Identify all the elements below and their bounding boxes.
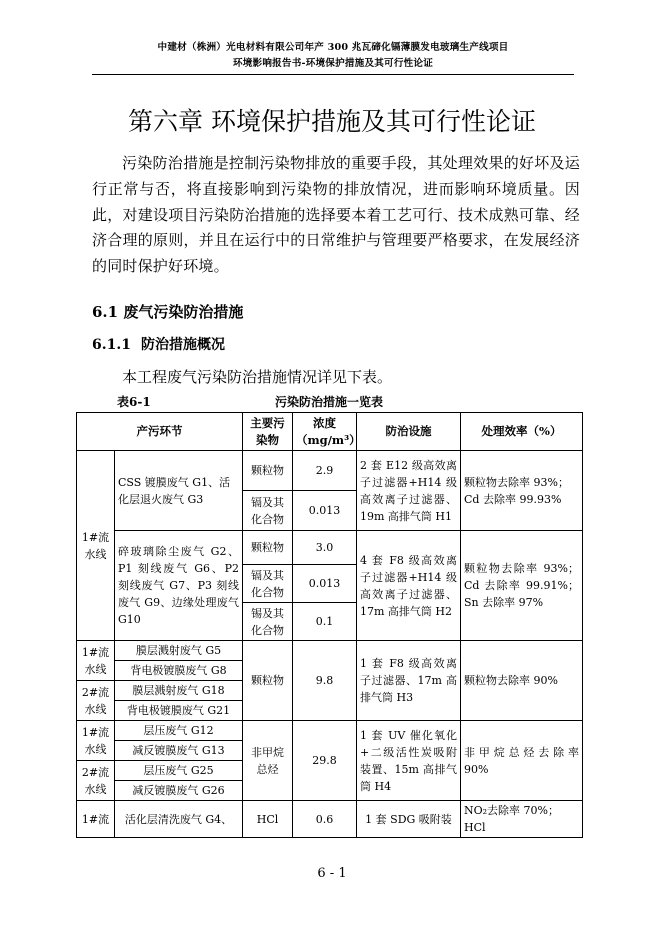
source-cell: CSS 镀膜废气 G1、活化层退火废气 G3 — [115, 451, 243, 531]
table-row — [77, 641, 583, 661]
efficiency-cell: 非甲烷总烃去除率 90% — [461, 721, 583, 801]
source-cell: 层压废气 G25 — [115, 761, 243, 781]
col-header-source: 产污环节 — [77, 413, 243, 451]
source-cell: 层压废气 G12 — [115, 721, 243, 741]
header-line-1: 中建材（株洲）光电材料有限公司年产 300 兆瓦碲化镉薄膜发电玻璃生产线项目 — [157, 42, 509, 53]
header-line-2: 环境影响报告书-环境保护措施及其可行性论证 — [232, 58, 434, 69]
pollutant-cell: 颗粒物 — [243, 451, 293, 491]
line-cell: 1#流水线 — [77, 721, 115, 761]
table-row — [77, 801, 583, 838]
subsection-number: 6.1.1 — [92, 337, 131, 353]
col-header-pollutant: 主要污染物 — [243, 413, 293, 451]
table-caption-title: 污染防治措施一览表 — [275, 395, 384, 409]
concentration-cell: 3.0 — [293, 531, 357, 565]
pollutant-cell: HCl — [243, 801, 293, 838]
pollution-measures-table — [76, 412, 583, 838]
subsection-title: 防治措施概况 — [140, 337, 225, 353]
chapter-title: 第六章 环境保护措施及其可行性论证 — [128, 107, 536, 136]
facility-cell: 4 套 F8 级高效离子过滤器+H14 级高效离子过滤器、17m 高排气筒 H2 — [357, 531, 461, 641]
line-cell: 1#流 — [77, 801, 115, 838]
table-header-row — [77, 413, 583, 451]
source-cell: 膜层溅射废气 G18 — [115, 681, 243, 701]
pollutant-cell: 颗粒物 — [243, 641, 293, 721]
facility-cell: 1 套 UV 催化氧化+二级活性炭吸附装置、15m 高排气筒 H4 — [357, 721, 461, 801]
col-header-efficiency: 处理效率（%） — [461, 413, 583, 451]
concentration-cell: 2.9 — [293, 451, 357, 491]
section-heading: 6.1 废气污染防治措施 — [92, 303, 244, 321]
line-cell: 2#流水线 — [77, 761, 115, 801]
source-cell: 背电极镀膜废气 G8 — [115, 661, 243, 681]
pollutant-cell: 颗粒物 — [243, 531, 293, 565]
col-header-concentration: 浓度（mg/m³） — [293, 413, 357, 451]
concentration-cell: 0.013 — [293, 565, 357, 603]
line-cell: 1#流水线 — [77, 451, 115, 641]
col-header-facility: 防治设施 — [357, 413, 461, 451]
table-lead-sentence: 本工程废气污染防治措施情况详见下表。 — [122, 368, 393, 386]
pollutant-cell: 非甲烷总烃 — [243, 721, 293, 801]
efficiency-cell: NO₂去除率 70%；HCl — [461, 801, 583, 838]
efficiency-cell: 颗粒物去除率 93%；Cd 去除率 99.93% — [461, 451, 583, 531]
running-header — [92, 40, 574, 72]
source-cell: 活化层清洗废气 G4、 — [115, 801, 243, 838]
line-cell: 2#流水线 — [77, 681, 115, 721]
source-cell: 膜层溅射废气 G5 — [115, 641, 243, 661]
efficiency-cell: 颗粒物去除率 90% — [461, 641, 583, 721]
facility-cell: 1 套 SDG 吸附装 — [357, 801, 461, 838]
source-cell: 碎玻璃除尘废气 G2、P1 刻线废气 G6、P2 刻线废气 G7、P3 刻线废气 G9、边缘处理废气 G10 — [115, 531, 243, 641]
source-cell: 背电极镀膜废气 G21 — [115, 701, 243, 721]
pollutant-cell: 锡及其化合物 — [243, 603, 293, 641]
table-row — [77, 721, 583, 741]
intro-paragraph: 污染防治措施是控制污染物排放的重要手段，其处理效果的好坏及运行正常与否，将直接影响到污染物的排放情况，进而影响环境质量。因此，对建设项目污染防治措施的选择要本着工艺可行、技术成熟可靠、经济合理的原则，并且在运行中的日常维护与管理要严格要求，在发展经济的同时保护好环境。 — [92, 154, 580, 276]
facility-cell: 2 套 E12 级高效离子过滤器+H14 级高效离子过滤器、19m 高排气筒 H1 — [357, 451, 461, 531]
concentration-cell: 0.6 — [293, 801, 357, 838]
facility-cell: 1 套 F8 级高效离子过滤器、17m 高排气筒 H3 — [357, 641, 461, 721]
source-cell: 减反镀膜废气 G13 — [115, 741, 243, 761]
concentration-cell: 9.8 — [293, 641, 357, 721]
table-caption-number: 表6-1 — [117, 395, 151, 409]
table-row — [77, 531, 583, 565]
concentration-cell: 29.8 — [293, 721, 357, 801]
table-row — [77, 451, 583, 491]
pollutant-cell: 镉及其化合物 — [243, 565, 293, 603]
efficiency-cell: 颗粒物去除率 93%；Cd 去除率 99.91%；Sn 去除率 97% — [461, 531, 583, 641]
header-rule — [92, 74, 574, 75]
concentration-cell: 0.013 — [293, 491, 357, 531]
concentration-cell: 0.1 — [293, 603, 357, 641]
line-cell: 1#流水线 — [77, 641, 115, 681]
subsection-heading — [92, 334, 225, 356]
source-cell: 减反镀膜废气 G26 — [115, 781, 243, 801]
page-number: 6 - 1 — [317, 866, 347, 881]
pollutant-cell: 镉及其化合物 — [243, 491, 293, 531]
